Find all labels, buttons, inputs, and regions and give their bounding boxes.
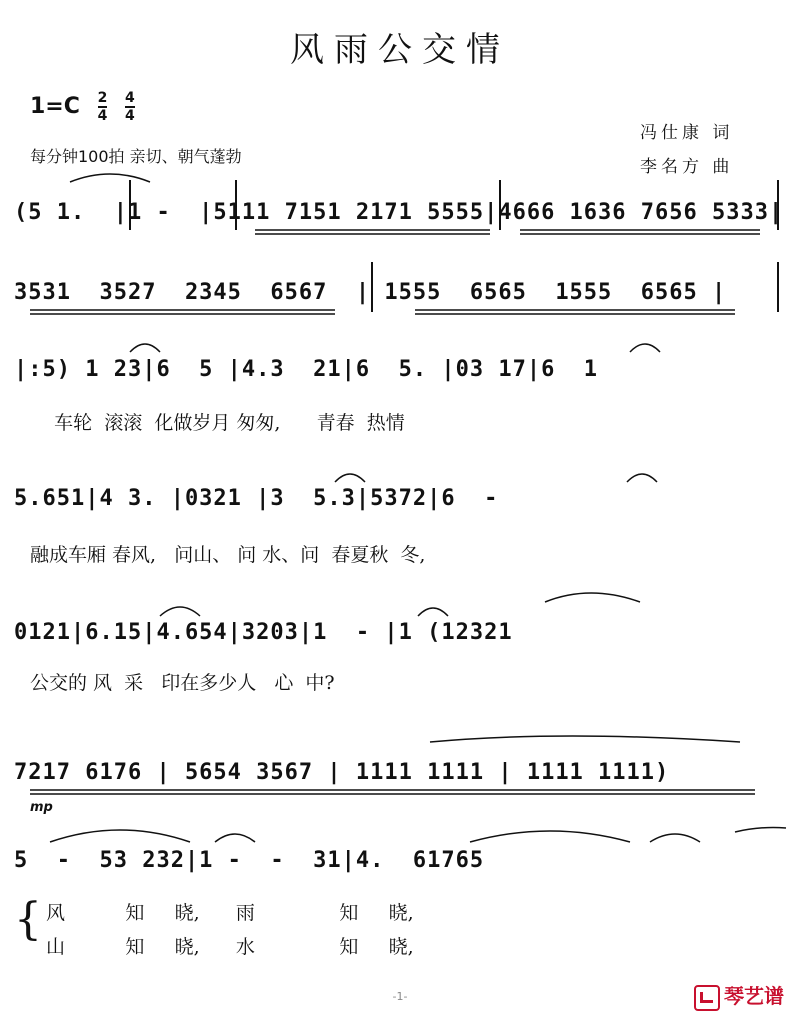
lyrics-row-5: 公交的 风 采 印在多少人 心 中?: [30, 672, 335, 694]
score-row-5: 0121|6.15|4.654|3203|1 - |1 (12321: [14, 620, 513, 645]
score-row-4: 5.651|4 3. |0321 |3 5.3|5372|6 -: [14, 486, 513, 511]
score-row-3: |:5) 1 23|6 5 |4.3 21|6 5. |03 17|6 1: [14, 357, 599, 382]
slur-arc: [545, 593, 640, 602]
score-row-6: 7217 6176 | 5654 3567 | 1111 1111 | 1111 1111): [14, 760, 670, 785]
verse-line-2: 山 知 晓, 水 知 晓,: [46, 936, 414, 958]
dynamic-marking: mp: [30, 800, 53, 815]
slur-arc: [160, 607, 200, 616]
slur-arc: [50, 830, 190, 842]
logo-icon: [694, 985, 720, 1011]
slur-arc: [630, 344, 660, 352]
song-title: 风雨公交情: [290, 30, 510, 70]
slur-arc: [215, 834, 255, 842]
composer-credit: 李名方 曲: [640, 157, 734, 177]
verse-brace: {: [14, 894, 42, 945]
lyrics-row-4: 融成车厢 春风, 问山、 问 水、问 春夏秋 冬,: [30, 544, 426, 566]
slur-arc: [627, 474, 657, 482]
page-number: -1-: [392, 990, 408, 1003]
score-row-1: (5 1. |1 - |5111 7151 2171 5555|4666 1636 7656 5333|: [14, 200, 784, 225]
tempo-marking: 每分钟100拍 亲切、朝气蓬勃: [30, 147, 242, 166]
slur-arc: [70, 174, 150, 182]
key-label: 1=C: [30, 94, 80, 119]
slur-arc: [335, 474, 365, 482]
time-signature-2: $\frac{4}{4}$: [124, 90, 135, 124]
slur-arc: [735, 828, 786, 833]
verse-line-1: 风 知 晓, 雨 知 晓,: [46, 902, 414, 924]
logo-text: 琴艺谱: [724, 984, 784, 1008]
slur-arc: [470, 831, 630, 842]
slur-arc: [130, 344, 160, 352]
slur-arc: [418, 608, 448, 616]
score-row-2: 3531 3527 2345 6567 | 1555 6565 1555 6565 |: [14, 280, 727, 305]
lyricist-credit: 冯仕康 词: [640, 123, 734, 143]
site-logo: [694, 980, 784, 1011]
slur-arc: [650, 834, 700, 842]
time-signature-1: $\frac{2}{4}$: [97, 90, 108, 124]
slur-arc: [430, 736, 740, 742]
lyrics-row-3: 车轮 滚滚 化做岁月 匆匆, 青春 热情: [30, 412, 405, 434]
score-row-7: 5 - 53 232|1 - - 31|4. 61765: [14, 848, 485, 873]
